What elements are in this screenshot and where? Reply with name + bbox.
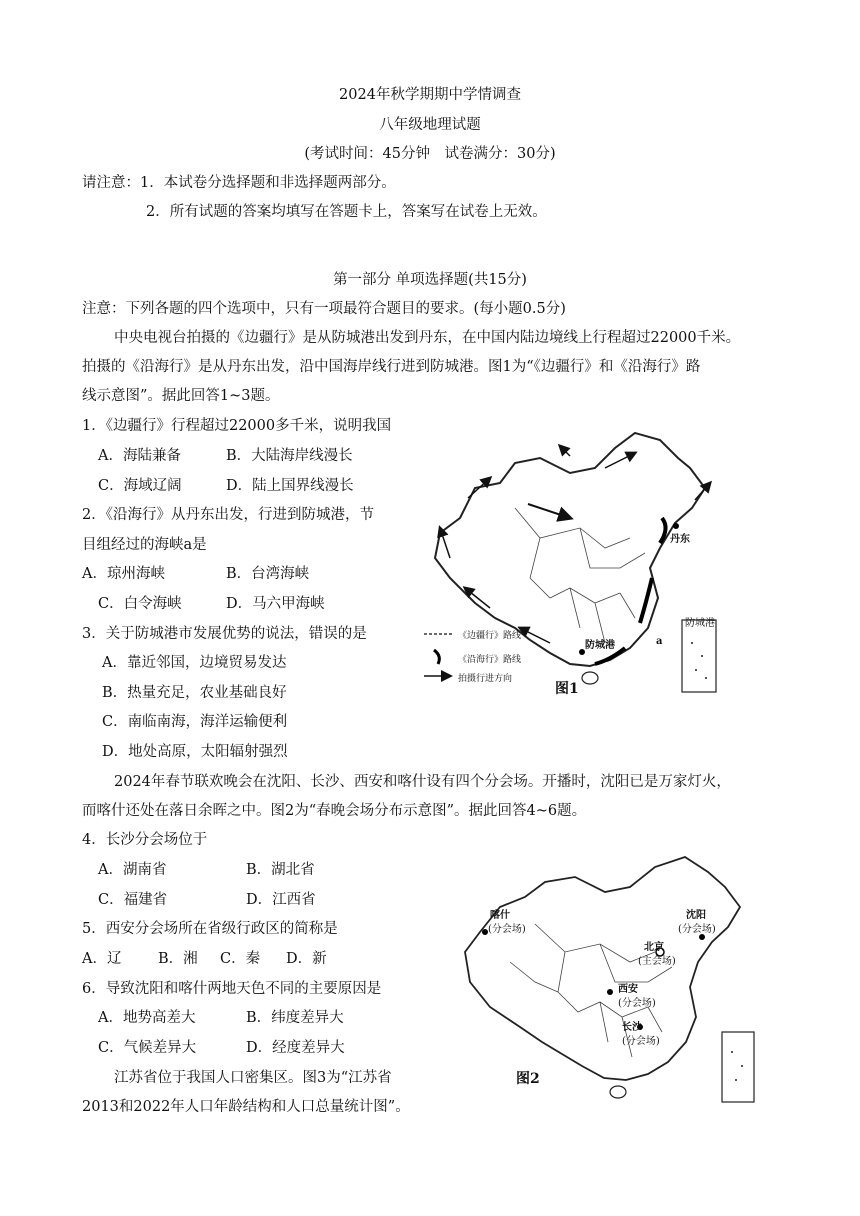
q3-option-c: C．南临南海，海洋运输便利 <box>102 714 288 730</box>
q4-option-a: A．湖南省 <box>98 862 167 878</box>
part1-instruction: 注意：下列各题的四个选项中，只有一项最符合题目的要求。(每小题0.5分) <box>82 301 566 317</box>
passage2-line-1: 2024年春节联欢晚会在沈阳、长沙、西安和喀什设有四个分会场。开播时，沈阳已是万家灯火， <box>114 774 731 790</box>
q2-stem-1: 2．《沿海行》从丹东出发，行进到防城港，节 <box>82 507 374 523</box>
q3-stem: 3．关于防城港市发展优势的说法，错误的是 <box>82 626 367 642</box>
q6-option-a: A．地势高差大 <box>98 1010 196 1026</box>
exam-title: 2024年秋学期期中学情调查 <box>339 87 521 103</box>
notice-line-2: 2．所有试题的答案均填写在答题卡上，答案写在试卷上无效。 <box>146 204 547 220</box>
q5-option-b: B．湘 <box>158 951 198 967</box>
q5-stem: 5．西安分会场所在省级行政区的简称是 <box>82 921 338 937</box>
label-kashgar-sub: (分会场) <box>488 924 526 935</box>
label-changsha: 长沙 <box>622 1022 642 1033</box>
legend-direction: 拍摄行进方向 <box>458 674 513 684</box>
label-xian: 西安 <box>618 984 638 995</box>
label-kashgar: 喀什 <box>490 910 510 921</box>
exam-subtitle: 八年级地理试题 <box>379 117 481 133</box>
label-fangchenggang: 防城港 <box>585 640 615 651</box>
q5-option-d: D．新 <box>286 951 327 967</box>
q2-stem-2: 目组经过的海峡a是 <box>82 537 207 553</box>
q5-option-c: C．秦 <box>220 951 261 967</box>
q1-option-b: B．大陆海岸线漫长 <box>226 448 353 464</box>
q2-option-b: B．台湾海峡 <box>226 566 310 582</box>
q4-option-c: C．福建省 <box>98 892 168 908</box>
figure2-venue-map <box>450 852 760 1107</box>
label-strait-a: a <box>656 636 663 647</box>
label-xian-sub: (分会场) <box>618 998 656 1009</box>
q1-stem: 1．《边疆行》行程超过22000多千米，说明我国 <box>82 418 392 434</box>
q6-option-c: C．气候差异大 <box>98 1040 197 1056</box>
china-map-outline-2 <box>450 852 760 1107</box>
q4-option-d: D．江西省 <box>246 892 316 908</box>
figure2-caption: 图2 <box>516 1071 540 1087</box>
legend-bianjiang-route: 《边疆行》路线 <box>458 631 522 641</box>
label-dandong: 丹东 <box>670 534 690 545</box>
notice-line-1: 请注意：1．本试卷分选择题和非选择题两部分。 <box>82 175 396 191</box>
label-shenyang: 沈阳 <box>686 910 706 921</box>
figure1-route-map <box>420 428 720 698</box>
q4-option-b: B．湖北省 <box>246 862 315 878</box>
q3-option-a: A．靠近邻国，边境贸易发达 <box>102 655 287 671</box>
q6-option-b: B．纬度差异大 <box>246 1010 344 1026</box>
passage1-line-2: 拍摄的《沿海行》是从丹东出发，沿中国海岸线行进到防城港。图1为“《边疆行》和《沿海行》路 <box>82 359 701 375</box>
q2-option-d: D．马六甲海峡 <box>226 596 325 612</box>
xian-dot <box>607 989 613 995</box>
q1-option-a: A．海陆兼备 <box>98 448 181 464</box>
passage1-line-1: 中央电视台拍摄的《边疆行》是从防城港出发到丹东，在中国内陆边境线上行程超过22000千米。 <box>114 330 741 346</box>
label-changsha-sub: (分会场) <box>622 1036 660 1047</box>
label-inset-fangchenggang: 防城港 <box>685 618 715 629</box>
legend-yanhai-route: 《沿海行》路线 <box>458 655 522 665</box>
figure1-caption: 图1 <box>555 681 579 697</box>
label-beijing: 北京 <box>644 942 664 953</box>
passage2-line-2: 而喀什还处在落日余晖之中。图2为“春晚会场分布示意图”。据此回答4~6题。 <box>82 803 587 819</box>
q1-option-c: C．海域辽阔 <box>98 478 182 494</box>
q4-stem: 4．长沙分会场位于 <box>82 832 208 848</box>
passage3-line-2: 2013和2022年人口年龄结构和人口总量统计图”。 <box>82 1099 410 1115</box>
q2-option-a: A．琼州海峡 <box>82 566 165 582</box>
q1-option-d: D．陆上国界线漫长 <box>226 478 354 494</box>
q6-option-d: D．经度差异大 <box>246 1040 345 1056</box>
passage3-line-1: 江苏省位于我国人口密集区。图3为“江苏省 <box>114 1070 392 1086</box>
q3-option-b: B．热量充足，农业基础良好 <box>102 685 287 701</box>
label-beijing-sub: (主会场) <box>638 956 676 967</box>
q2-option-c: C．白令海峡 <box>98 596 182 612</box>
part1-title: 第一部分 单项选择题(共15分) <box>333 272 527 288</box>
q3-option-d: D．地处高原，太阳辐射强烈 <box>102 744 288 760</box>
passage1-line-3: 线示意图”。据此回答1~3题。 <box>82 388 280 404</box>
exam-info: (考试时间：45分钟 试卷满分：30分) <box>304 146 556 162</box>
label-shenyang-sub: (分会场) <box>678 924 716 935</box>
q6-stem: 6．导致沈阳和喀什两地天色不同的主要原因是 <box>82 981 382 997</box>
q5-option-a: A．辽 <box>82 951 122 967</box>
